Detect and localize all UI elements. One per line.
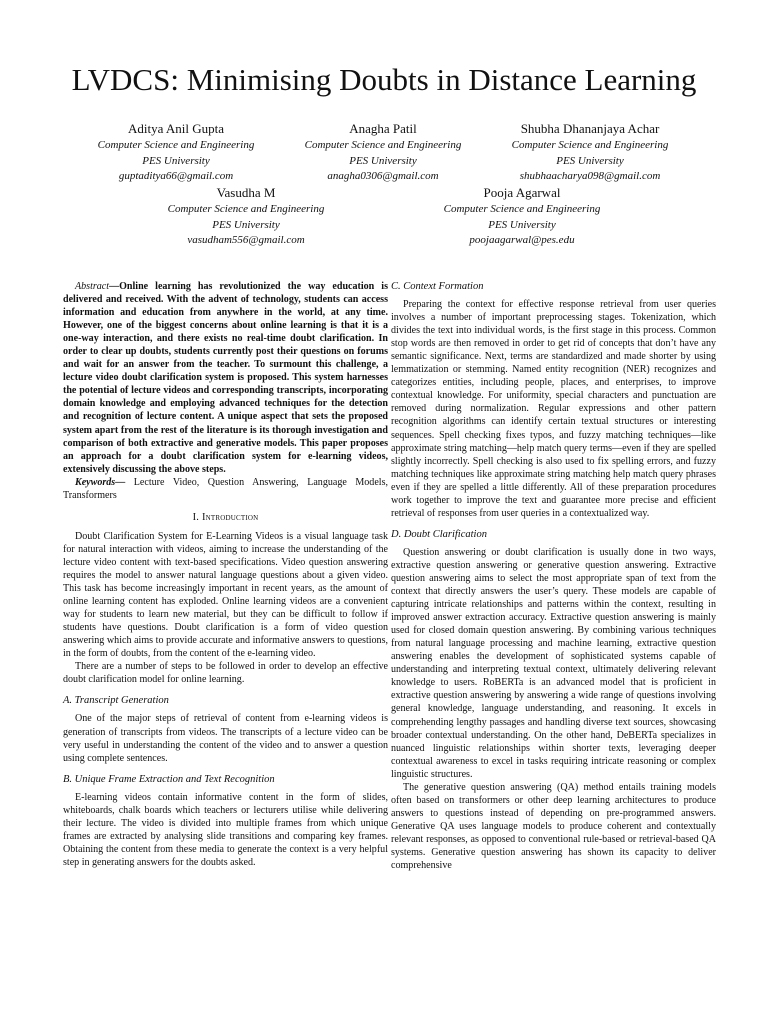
author-name: Pooja Agarwal [483, 185, 561, 200]
author-email: anagha0306@gmail.com [327, 170, 439, 183]
subsection-heading-frame-extraction: B. Unique Frame Extraction and Text Recognition [63, 773, 275, 785]
author-block-2 [268, 120, 498, 185]
author-dept: Computer Science and Engineering [97, 139, 255, 151]
author-univ: PES University [488, 218, 556, 231]
author-univ: PES University [349, 154, 417, 167]
author-univ: PES University [212, 218, 280, 231]
author-block-3 [475, 120, 705, 185]
author-dept: Computer Science and Engineering [443, 203, 601, 215]
author-email: shubhaacharya098@gmail.com [519, 170, 661, 183]
author-block-1 [61, 120, 291, 185]
intro-paragraph-2: There are a number of steps to be followed in order to develop an effective doubt clarification model for online learning. [63, 661, 388, 686]
doubt-clarification-paragraph-1: Question answering or doubt clarification is usually done in two ways, extractive question answering or generative question answering. Extractive question answering aims to select the most appropriate span of text from the context that directly answers the user’s query. These models are capable of capturing intricate relationships and patterns within the context, resulting in improved answer extraction accuracy. Extractive question answering is mainly used for closed domain question answering. By combining various techniques from natural language processing and machine learning, extractive question answering enables the development of sophisticated systems capable of understanding and interpreting textual context, ultimately delivering relevant knowledge to users. RoBERTa is an advanced model that is proficient in extractive question answering by answering a wide range of questions involving general knowledge, language understanding, and reasoning. It excels in comprehending lengthy passages and handling diverse text sources, showcasing broader contextual understanding. On the other hand, DeBERTa specializes in nuanced linguistic relationships within shorter texts, leveraging deeper contextual awareness to excel in tasks requiring intricate reasoning or complex linguistic structures. [391, 546, 716, 780]
abstract-text: —Online learning has revolutionized the way education is delivered and received. With the advent of technology, students can access information and education from anywhere in the world, at any time. However, one of the biggest concerns about online learning is that it is a one-way interaction, and there exists no real-time doubt clarification. In order to clear up doubts, students currently post their questions on forums and wait for an answer from the teacher. To surmount this challenge, a lecture video doubt clarification system is proposed. This system harnesses the potential of lecture videos and corresponding transcripts, incorporating domain knowledge and employing advanced techniques for the detection and recognition of lecture content. A unique aspect that sets the proposed system apart from the rest of the literature is its thorough investigation and comparison of both extractive and generative models. This paper proposes an approach for a doubt clarification system for e-learning videos, extensively discussing the above steps. [63, 281, 388, 475]
author-name: Shubha Dhananjaya Achar [520, 121, 660, 136]
author-dept: Computer Science and Engineering [511, 139, 669, 151]
abstract [63, 280, 388, 476]
author-dept: Computer Science and Engineering [304, 139, 462, 151]
frame-extraction-paragraph: E-learning videos contain informative content in the form of slides, whiteboards, chalk boards which teachers or lecturers utilise while delivering their lecture. The video is divided into multiple frames from which unique frames are extracted by analysing slide transitions and comparing key frames. Obtaining the content from these media to generate the context is a very helpful step in generating answers for the doubts asked. [63, 791, 388, 868]
author-email: poojaagarwal@pes.edu [469, 234, 575, 247]
author-block-5 [407, 184, 637, 249]
subsection-heading-context: C. Context Formation [391, 281, 484, 292]
doubt-clarification-paragraph-2: The generative question answering (QA) method entails training models often based on transformers or other deep learning architectures to produce answers to questions instead of depending on pre-programmed answers. Generative QA uses language models to produce coherent and contextually relevant responses, as opposed to conventional rule-based or retrieval-based QA systems. Generative question answering has shown its capacity to deliver comprehensive [391, 781, 716, 872]
author-email: vasudham556@gmail.com [187, 234, 305, 247]
author-dept: Computer Science and Engineering [167, 203, 325, 215]
keywords [63, 476, 388, 502]
left-column [63, 280, 388, 869]
author-name: Anagha Patil [349, 121, 417, 136]
transcript-paragraph: One of the major steps of retrieval of content from e-learning videos is generation of transcripts from videos. The transcripts of a lecture video can be very useful in understanding the content of the video and to answer a question using complete sentences. [63, 713, 388, 764]
keywords-text: Lecture Video, Question Answering, Language Models, Transformers [63, 476, 388, 501]
author-univ: PES University [556, 154, 624, 167]
intro-paragraph-1: Doubt Clarification System for E-Learning Videos is a visual language task for natural interaction with videos, aiming to increase the understanding of the lecture video content with text-based specifications. Video question answering requires the model to answer natural language questions about a given video. This task has become increasingly important in recent years, as the amount of online learning content has exploded. Online learning videos are a convenient way for students to learn new material, but they can be difficult to follow if students have questions. Doubt clarification is a form of video question answering which aims to provide accurate and informative answers to questions, in the form of doubts, from the content of the e-learning video. [63, 530, 388, 660]
author-name: Aditya Anil Gupta [127, 121, 225, 136]
subsection-heading-doubt-clarification: D. Doubt Clarification [391, 528, 487, 540]
author-block-4 [131, 184, 361, 249]
paper-title: LVDCS: Minimising Doubts in Distance Learning [71, 62, 697, 97]
author-univ: PES University [142, 154, 210, 167]
section-heading-introduction: I. Introduction [192, 511, 259, 523]
author-email: guptaditya66@gmail.com [118, 170, 234, 183]
right-column [391, 280, 716, 872]
keywords-lead: Keywords— [75, 476, 126, 488]
context-paragraph: Preparing the context for effective response retrieval from user queries involves a number of important preprocessing stages. Tokenization, which divides the text into individual words, is the first stage in this process. Common stop words are then removed in order to get rid of concepts that don’t have any semantic significance. Next, terms are standardized and made shorter by using lemmatization or stemming. Named entity recognition (NER) recognizes and categorizes entities, including people, places, and enterprises, to improve contextual knowledge. For uniformity, special characters and punctuation are removed during normalization. Regular expressions and other pattern recognition algorithms can identify certain textual structures or interesting sequences. Spell checking fixes typos, and fuzzy matching techniques—like approximate string matching—help match query terms—even if they are spelled slightly incorrectly. Spell checking is also used to fix spelling errors, and fuzzy matching techniques like approximate string matching help match query phrases even if they are spelled a little differently. All of these preparation procedures work together to improve the text and guarantee more precise and efficient retrieval of responses from user queries in a contextualized way. [391, 299, 716, 519]
subsection-heading-transcript: A. Transcript Generation [63, 695, 169, 707]
author-name: Vasudha M [216, 185, 276, 200]
abstract-lead: Abstract [75, 281, 110, 292]
